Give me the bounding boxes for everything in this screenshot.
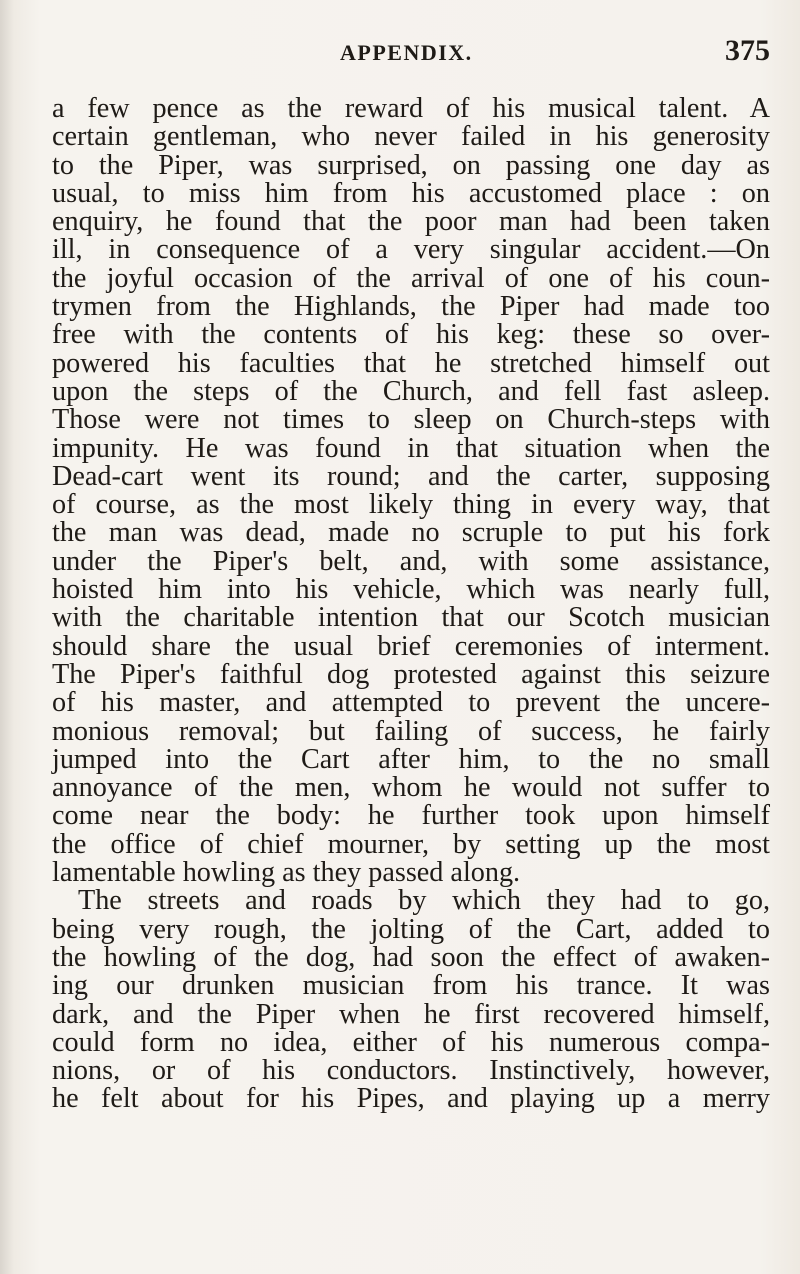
gutter-shadow — [0, 0, 14, 1274]
text-line: Those were not times to sleep on Church-steps with — [52, 404, 770, 436]
text-line: nions, or of his conductors. Instinctively, however, — [52, 1055, 770, 1087]
text-line: a few pence as the reward of his musical talent. A — [52, 93, 770, 124]
running-head: APPENDIX. — [340, 40, 473, 65]
text-line: dark, and the Piper when he first recovered himself, — [52, 998, 770, 1030]
text-line: he felt about for his Pipes, and playing up a merry — [52, 1083, 770, 1115]
text-line: hoisted him into his vehicle, which was nearly full, — [52, 574, 770, 606]
text-line: annoyance of the men, whom he would not suffer to — [52, 772, 770, 804]
text-line: the man was dead, made no scruple to put his fork — [52, 517, 770, 549]
text-line: under the Piper's belt, and, with some assistance, — [52, 545, 770, 577]
text-line: ill, in consequence of a very singular accident.—On — [52, 234, 770, 266]
text-line: of course, as the most likely thing in every way, that — [52, 489, 770, 521]
text-line: of his master, and attempted to prevent the uncere- — [52, 687, 770, 719]
text-line: impunity. He was found in that situation when the — [52, 432, 770, 464]
text-line: jumped into the Cart after him, to the no small — [52, 743, 770, 775]
text-line: with the charitable intention that our Scotch musician — [52, 602, 770, 634]
text-line: usual, to miss him from his accustomed place : on — [52, 177, 770, 209]
text-line: lamentable howling as they passed along. — [52, 857, 521, 889]
page-number: 375 — [725, 34, 770, 67]
text-line: The Piper's faithful dog protested against this seizure — [52, 658, 770, 690]
text-line: ing our drunken musician from his trance. It was — [52, 970, 770, 1002]
text-line: being very rough, the jolting of the Cart, added to — [52, 913, 770, 945]
text-line: certain gentleman, who never failed in his generosity — [52, 121, 770, 153]
text-line: powered his faculties that he stretched himself out — [52, 347, 770, 379]
text-line: enquiry, he found that the poor man had been taken — [52, 206, 770, 238]
text-line: to the Piper, was surprised, on passing one day as — [52, 149, 770, 181]
text-line: monious removal; but failing of success, he fairly — [52, 715, 770, 747]
page-header — [52, 34, 770, 78]
text-line: The streets and roads by which they had to go, — [78, 885, 770, 917]
text-line: should share the usual brief ceremonies of interment. — [52, 630, 770, 662]
text-line: free with the contents of his keg: these so over- — [52, 319, 770, 351]
text-line: Dead-cart went its round; and the carter, supposing — [52, 460, 770, 492]
text-line: the office of chief mourner, by setting up the most — [52, 828, 770, 860]
text-line: trymen from the Highlands, the Piper had made too — [52, 291, 770, 323]
text-line: come near the body: he further took upon himself — [52, 800, 770, 832]
text-line: could form no idea, either of his numerous compa- — [52, 1026, 770, 1058]
text-line: the joyful occasion of the arrival of one of his coun- — [52, 262, 770, 294]
text-line: upon the steps of the Church, and fell fast asleep. — [52, 375, 770, 407]
body-text — [52, 95, 770, 1114]
text-line: the howling of the dog, had soon the effect of awaken- — [52, 941, 770, 973]
